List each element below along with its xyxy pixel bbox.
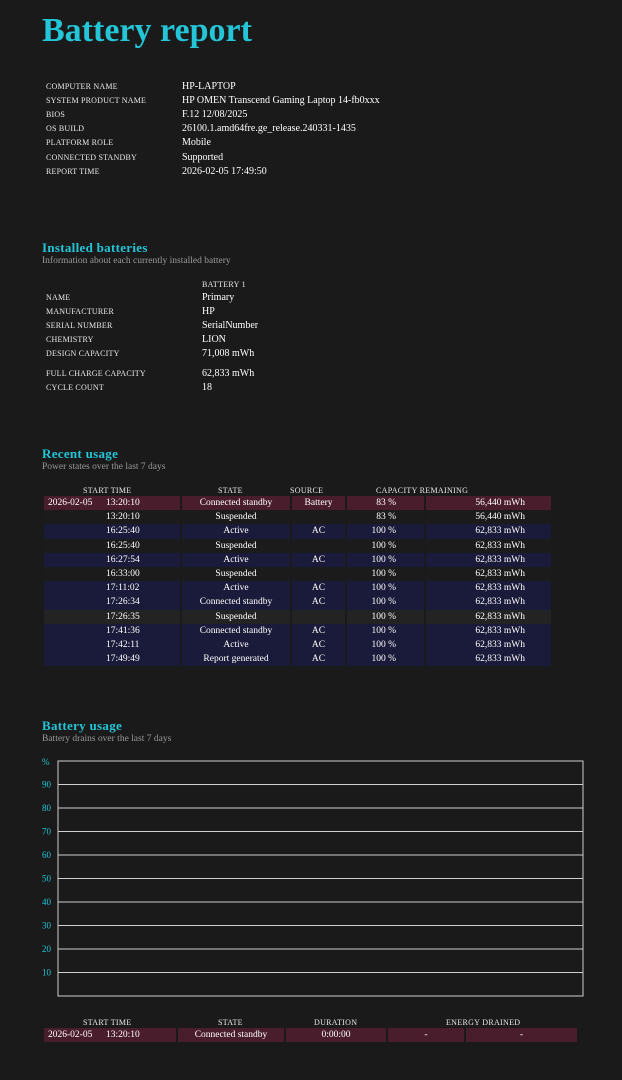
usage-capacity-mwh: 62,833 mWh (426, 610, 551, 624)
usage-source (292, 567, 345, 581)
chart-y-tick-label: 60 (42, 850, 51, 860)
usage-row (44, 567, 551, 581)
usage-time: 17:41:36 (106, 625, 140, 636)
usage-start-time (44, 496, 180, 510)
usage-row (44, 510, 551, 524)
usage-state: Suspended (182, 539, 290, 553)
usage-source: AC (292, 553, 345, 567)
drain-state: Connected standby (178, 1028, 284, 1042)
usage-start-time (44, 510, 180, 524)
usage-capacity-mwh: 62,833 mWh (426, 567, 551, 581)
usage-start-time (44, 638, 180, 652)
system-info-row (46, 107, 380, 121)
usage-source (292, 539, 345, 553)
battery-usage-header-energy: ENERGY DRAINED (446, 1018, 521, 1027)
usage-source: AC (292, 638, 345, 652)
usage-row (44, 539, 551, 553)
battery-usage-chart (42, 756, 587, 1001)
system-info-key: PLATFORM ROLE (46, 138, 114, 148)
usage-state: Connected standby (182, 624, 290, 638)
chart-y-tick-label: 90 (42, 779, 51, 790)
usage-start-time (44, 581, 180, 595)
system-info-row (46, 93, 380, 107)
drain-date: 2026-02-05 (48, 1030, 93, 1040)
battery-capacity-key: FULL CHARGE CAPACITY (46, 368, 146, 378)
usage-capacity-percent: 100 % (347, 624, 424, 638)
chart-y-unit-label: % (42, 757, 50, 767)
usage-time: 17:11:02 (106, 583, 140, 594)
battery-capacity-row (46, 366, 254, 380)
usage-time: 17:49:49 (106, 654, 140, 665)
usage-date: 2026-02-05 (48, 498, 93, 509)
battery-usage-table (42, 1028, 579, 1042)
battery-info-value: 71,008 mWh (202, 348, 255, 360)
usage-capacity-mwh: 62,833 mWh (426, 539, 551, 553)
usage-time: 16:27:54 (106, 554, 140, 565)
usage-source: AC (292, 624, 345, 638)
system-info-key: BIOS (46, 109, 66, 119)
usage-row (44, 624, 551, 638)
system-info-row (46, 164, 380, 178)
usage-row (44, 652, 551, 666)
installed-batteries-subtitle: Information about each currently installed battery (42, 256, 231, 266)
usage-source: AC (292, 595, 345, 609)
battery-info-row (46, 333, 258, 347)
usage-time: 16:25:40 (106, 540, 140, 551)
usage-state: Active (182, 581, 290, 595)
battery-info-key: NAME (46, 292, 71, 302)
usage-state: Suspended (182, 567, 290, 581)
usage-state: Connected standby (182, 595, 290, 609)
page-title: Battery report (42, 12, 252, 49)
usage-capacity-percent: 100 % (347, 610, 424, 624)
usage-state: Active (182, 638, 290, 652)
system-info-row (46, 122, 380, 136)
system-info-value: Mobile (182, 137, 211, 149)
recent-usage-header-source: SOURCE (290, 486, 324, 495)
system-info-value: Supported (182, 151, 224, 163)
usage-start-time (44, 553, 180, 567)
recent-usage-subtitle: Power states over the last 7 days (42, 462, 166, 472)
usage-capacity-mwh: 62,833 mWh (426, 581, 551, 595)
battery-info-key: CHEMISTRY (46, 335, 94, 345)
usage-capacity-mwh: 56,440 mWh (426, 510, 551, 524)
usage-capacity-percent: 100 % (347, 581, 424, 595)
usage-start-time (44, 595, 180, 609)
usage-capacity-mwh: 62,833 mWh (426, 524, 551, 538)
usage-capacity-percent: 83 % (347, 496, 424, 510)
system-info-key: REPORT TIME (46, 166, 100, 176)
usage-source: AC (292, 524, 345, 538)
battery-info-key: SERIAL NUMBER (46, 320, 113, 330)
usage-capacity-mwh: 62,833 mWh (426, 595, 551, 609)
battery-usage-header-start-time: START TIME (83, 1018, 132, 1027)
usage-time: 17:26:34 (106, 597, 140, 608)
recent-usage-header-capacity: CAPACITY REMAINING (376, 486, 469, 495)
drain-energy-mwh: - (466, 1028, 577, 1042)
system-info-table (46, 79, 380, 178)
usage-source (292, 510, 345, 524)
usage-start-time (44, 539, 180, 553)
battery-usage-header-duration: DURATION (314, 1018, 358, 1027)
usage-row (44, 610, 551, 624)
chart-y-tick-label: 30 (42, 920, 51, 931)
battery-info-value: HP (202, 305, 215, 317)
usage-source: AC (292, 581, 345, 595)
usage-capacity-mwh: 62,833 mWh (426, 652, 551, 666)
battery-info-row (46, 290, 258, 304)
usage-start-time (44, 524, 180, 538)
usage-time: 17:42:11 (106, 639, 140, 650)
usage-source (292, 610, 345, 624)
usage-row (44, 524, 551, 538)
battery-usage-header-state: STATE (218, 1018, 243, 1027)
system-info-value: HP-LAPTOP (182, 80, 236, 92)
system-info-row (46, 79, 380, 93)
chart-y-tick-label: 10 (42, 967, 51, 978)
battery-info-key: MANUFACTURER (46, 306, 115, 316)
recent-usage-table (42, 496, 553, 666)
battery-capacity-key: CYCLE COUNT (46, 382, 104, 392)
battery-info-key: DESIGN CAPACITY (46, 349, 120, 359)
battery-info-value: Primary (202, 291, 235, 303)
system-info-key: COMPUTER NAME (46, 81, 118, 91)
usage-capacity-percent: 100 % (347, 539, 424, 553)
usage-capacity-percent: 100 % (347, 638, 424, 652)
chart-y-tick-label: 70 (42, 826, 51, 837)
usage-row (44, 595, 551, 609)
drain-row (44, 1028, 577, 1042)
battery-usage-subtitle: Battery drains over the last 7 days (42, 734, 172, 744)
usage-time: 13:20:10 (106, 498, 140, 509)
battery-info-table (46, 290, 258, 361)
drain-energy-percent: - (388, 1028, 464, 1042)
battery-usage-title: Battery usage (42, 718, 123, 733)
chart-y-tick-label: 80 (42, 803, 51, 813)
system-info-row (46, 150, 380, 164)
usage-capacity-percent: 100 % (347, 595, 424, 609)
battery-info-row (46, 318, 258, 332)
usage-state: Active (182, 524, 290, 538)
battery-info-row (46, 347, 258, 361)
system-info-value: 26100.1.amd64fre.ge_release.240331-1435 (182, 123, 356, 135)
system-info-value: 2026-02-05 17:49:50 (182, 165, 267, 177)
usage-state: Suspended (182, 510, 290, 524)
battery-capacity-row (46, 380, 254, 394)
usage-capacity-percent: 100 % (347, 553, 424, 567)
usage-capacity-percent: 83 % (347, 510, 424, 524)
drain-start-time (44, 1028, 176, 1042)
battery-info-value: LION (202, 334, 226, 346)
battery-capacity-table (46, 366, 254, 394)
usage-capacity-mwh: 62,833 mWh (426, 553, 551, 567)
usage-row (44, 638, 551, 652)
battery-1-column-header: BATTERY 1 (202, 280, 246, 289)
usage-source: Battery (292, 496, 345, 510)
recent-usage-header-state: STATE (218, 486, 243, 495)
usage-start-time (44, 624, 180, 638)
usage-row (44, 581, 551, 595)
usage-start-time (44, 567, 180, 581)
usage-capacity-percent: 100 % (347, 567, 424, 581)
usage-state: Report generated (182, 652, 290, 666)
system-info-value: HP OMEN Transcend Gaming Laptop 14-fb0xxx (182, 94, 380, 106)
usage-start-time (44, 610, 180, 624)
drain-time: 13:20:10 (106, 1030, 140, 1040)
usage-capacity-mwh: 62,833 mWh (426, 638, 551, 652)
usage-capacity-mwh: 56,440 mWh (426, 496, 551, 510)
usage-row (44, 496, 551, 510)
battery-info-value: SerialNumber (202, 319, 259, 331)
battery-capacity-value: 18 (202, 381, 212, 393)
battery-capacity-value: 62,833 mWh (202, 367, 255, 379)
drain-duration: 0:00:00 (286, 1028, 386, 1042)
system-info-key: OS BUILD (46, 124, 85, 134)
system-info-key: CONNECTED STANDBY (46, 152, 137, 162)
chart-y-tick-label: 20 (42, 944, 51, 954)
usage-start-time (44, 652, 180, 666)
chart-y-tick-label: 50 (42, 873, 51, 884)
usage-state: Suspended (182, 610, 290, 624)
usage-time: 13:20:10 (106, 512, 140, 523)
usage-state: Connected standby (182, 496, 290, 510)
installed-batteries-title: Installed batteries (42, 240, 148, 255)
usage-capacity-percent: 100 % (347, 524, 424, 538)
recent-usage-title: Recent usage (42, 446, 119, 461)
usage-state: Active (182, 553, 290, 567)
usage-capacity-mwh: 62,833 mWh (426, 624, 551, 638)
chart-y-tick-label: 40 (42, 897, 51, 907)
usage-source: AC (292, 652, 345, 666)
usage-time: 16:33:00 (106, 569, 140, 580)
system-info-key: SYSTEM PRODUCT NAME (46, 95, 147, 105)
usage-time: 16:25:40 (106, 526, 140, 537)
usage-row (44, 553, 551, 567)
recent-usage-header-start-time: START TIME (83, 486, 132, 495)
system-info-row (46, 136, 380, 150)
usage-time: 17:26:35 (106, 611, 140, 622)
battery-info-row (46, 304, 258, 318)
system-info-value: F.12 12/08/2025 (182, 108, 248, 120)
usage-capacity-percent: 100 % (347, 652, 424, 666)
